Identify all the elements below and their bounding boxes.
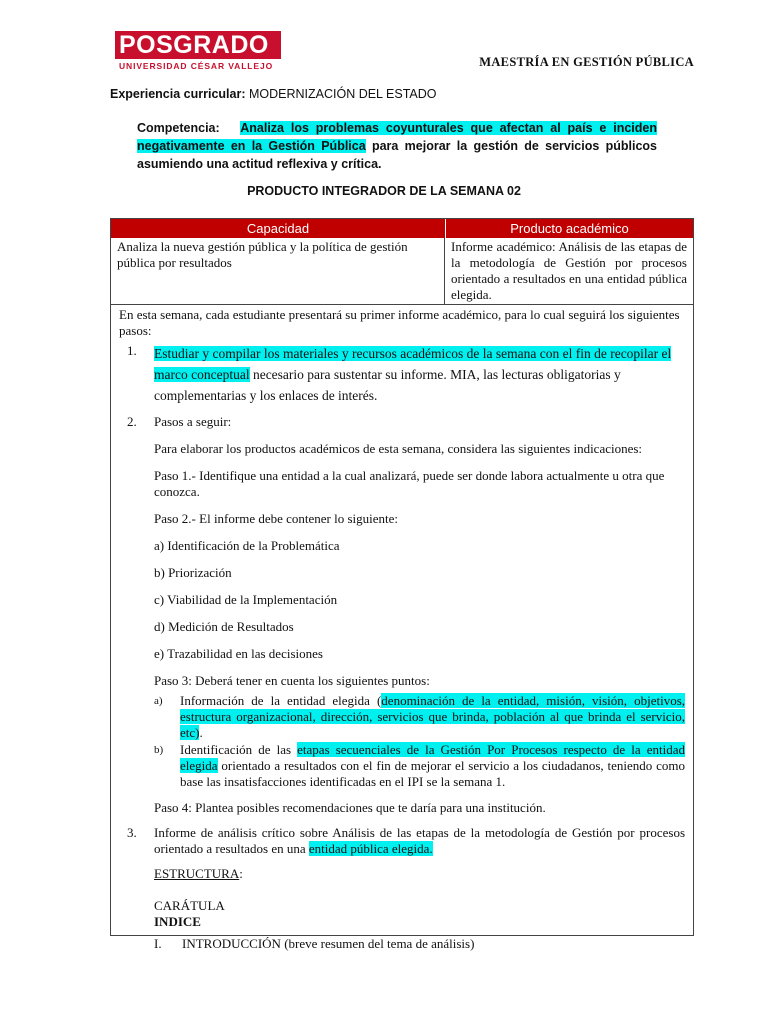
sub-b-pre: Identificación de las <box>180 742 298 757</box>
sub-a-highlight: denominación de la entidad, misión, visión, objetivos, estructura organizacional, dirección, servicios que brinda, población al que brinda el servicio, etc) <box>180 693 686 740</box>
posgrado-logo <box>115 31 281 71</box>
index-number: I. <box>154 936 162 951</box>
item-number: 3. <box>127 825 137 840</box>
estructura-label: ESTRUCTURA <box>154 866 240 881</box>
logo-title: POSGRADO <box>115 31 281 59</box>
sub-item-a <box>154 693 685 741</box>
competencia-highlight: Analiza los problemas coyunturales que afectan al país e inciden negativamente en la Gestión Pública <box>137 121 657 153</box>
competencia-rest: para mejorar la gestión de servicios públicos asumiendo una actitud reflexiva y crítica. <box>137 139 657 171</box>
estructura-colon: : <box>239 866 243 881</box>
header-producto: Producto académico <box>510 221 629 236</box>
course-label: Experiencia curricular: <box>110 87 246 101</box>
paso2-item: b) Priorización <box>154 565 232 580</box>
list-item <box>119 343 685 406</box>
sub-text <box>180 742 685 790</box>
paso3-text: Paso 3: Deberá tener en cuenta los siguientes puntos: <box>154 673 430 688</box>
item3-text <box>154 825 685 857</box>
competencia-block <box>137 119 657 173</box>
paso1-text: Paso 1.- Identifique una entidad a la cual analizará, puede ser donde labora actualmente u otra que conozca. <box>154 468 665 499</box>
estructura-heading <box>154 866 685 882</box>
index-text: INTRODUCCIÓN (breve resumen del tema de análisis) <box>182 936 475 951</box>
instructions-body <box>111 305 693 952</box>
item-number: 1. <box>127 343 137 358</box>
paso4-text: Paso 4: Plantea posibles recomendaciones que te daría para una institución. <box>154 800 546 815</box>
item2-title: Pasos a seguir: <box>154 414 232 429</box>
item-text <box>154 343 685 406</box>
index-item <box>154 936 685 952</box>
paso2-item: c) Viabilidad de la Implementación <box>154 592 338 607</box>
item-number: 2. <box>127 414 137 429</box>
course-value: MODERNIZACIÓN DEL ESTADO <box>248 87 437 101</box>
table-header <box>111 219 693 238</box>
table-row <box>111 238 693 305</box>
sub-b-highlight: etapas secuenciales de la Gestión Por Procesos respecto de la entidad elegida <box>180 742 685 773</box>
sub-text <box>180 693 685 741</box>
program-title: MAESTRÍA EN GESTIÓN PÚBLICA <box>479 55 694 69</box>
capacidad-cell: Analiza la nueva gestión pública y la política de gestión pública por resultados <box>111 238 445 304</box>
sub-item-b <box>154 742 685 790</box>
sub-letter: a) <box>154 695 163 707</box>
product-table <box>110 218 694 951</box>
item-content <box>154 825 685 952</box>
header-capacidad: Capacidad <box>111 219 446 238</box>
item2-paragraph: Para elaborar los productos académicos de esta semana, considera las siguientes indicaciones: <box>154 441 643 456</box>
item-content <box>154 414 685 816</box>
item1-highlight: Estudiar y compilar los materiales y recursos académicos de la semana con el fin de recopilar el marco conceptual <box>154 346 672 382</box>
paso2-item: d) Medición de Resultados <box>154 619 294 634</box>
item1-rest: necesario para sustentar su informe. MIA, las lecturas obligatorias y complementarias y los enlaces de interés. <box>154 367 621 403</box>
intro-text: En esta semana, cada estudiante presentará su primer informe académico, para lo cual seguirá los siguientes pasos: <box>119 307 680 338</box>
item3-highlight: entidad pública elegida. <box>308 841 433 856</box>
paso2-item: a) Identificación de la Problemática <box>154 538 340 553</box>
producto-cell: Informe académico: Análisis de las etapas de la metodología de Gestión por procesos orientado a resultados en una entidad pública elegida. <box>451 239 687 302</box>
logo-subtitle: UNIVERSIDAD CÉSAR VALLEJO <box>119 61 274 71</box>
list-item <box>119 825 685 952</box>
item3-pre: Informe de análisis crítico sobre Análisis de las etapas de la metodología de Gestión por procesos orientado a resultados en una <box>154 825 685 856</box>
paso2-item: e) Trazabilidad en las decisiones <box>154 646 323 661</box>
caratula-text: CARÁTULA <box>154 898 225 913</box>
page-title: PRODUCTO INTEGRADOR DE LA SEMANA 02 <box>247 184 521 198</box>
sub-letter: b) <box>154 744 164 756</box>
course-line <box>110 87 437 101</box>
sub-a-pre: Información de la entidad elegida ( <box>180 693 382 708</box>
sub-b-post: orientado a resultados con el fin de mejorar el servicio a los ciudadanos, teniendo como base las insatisfacciones identificadas en el IPI se la semana 1. <box>180 758 685 789</box>
sub-a-post: . <box>199 725 203 740</box>
list-item <box>119 414 685 816</box>
indice-text: INDICE <box>154 914 201 929</box>
paso2-text: Paso 2.- El informe debe contener lo siguiente: <box>154 511 399 526</box>
competencia-label: Competencia: <box>137 121 220 135</box>
